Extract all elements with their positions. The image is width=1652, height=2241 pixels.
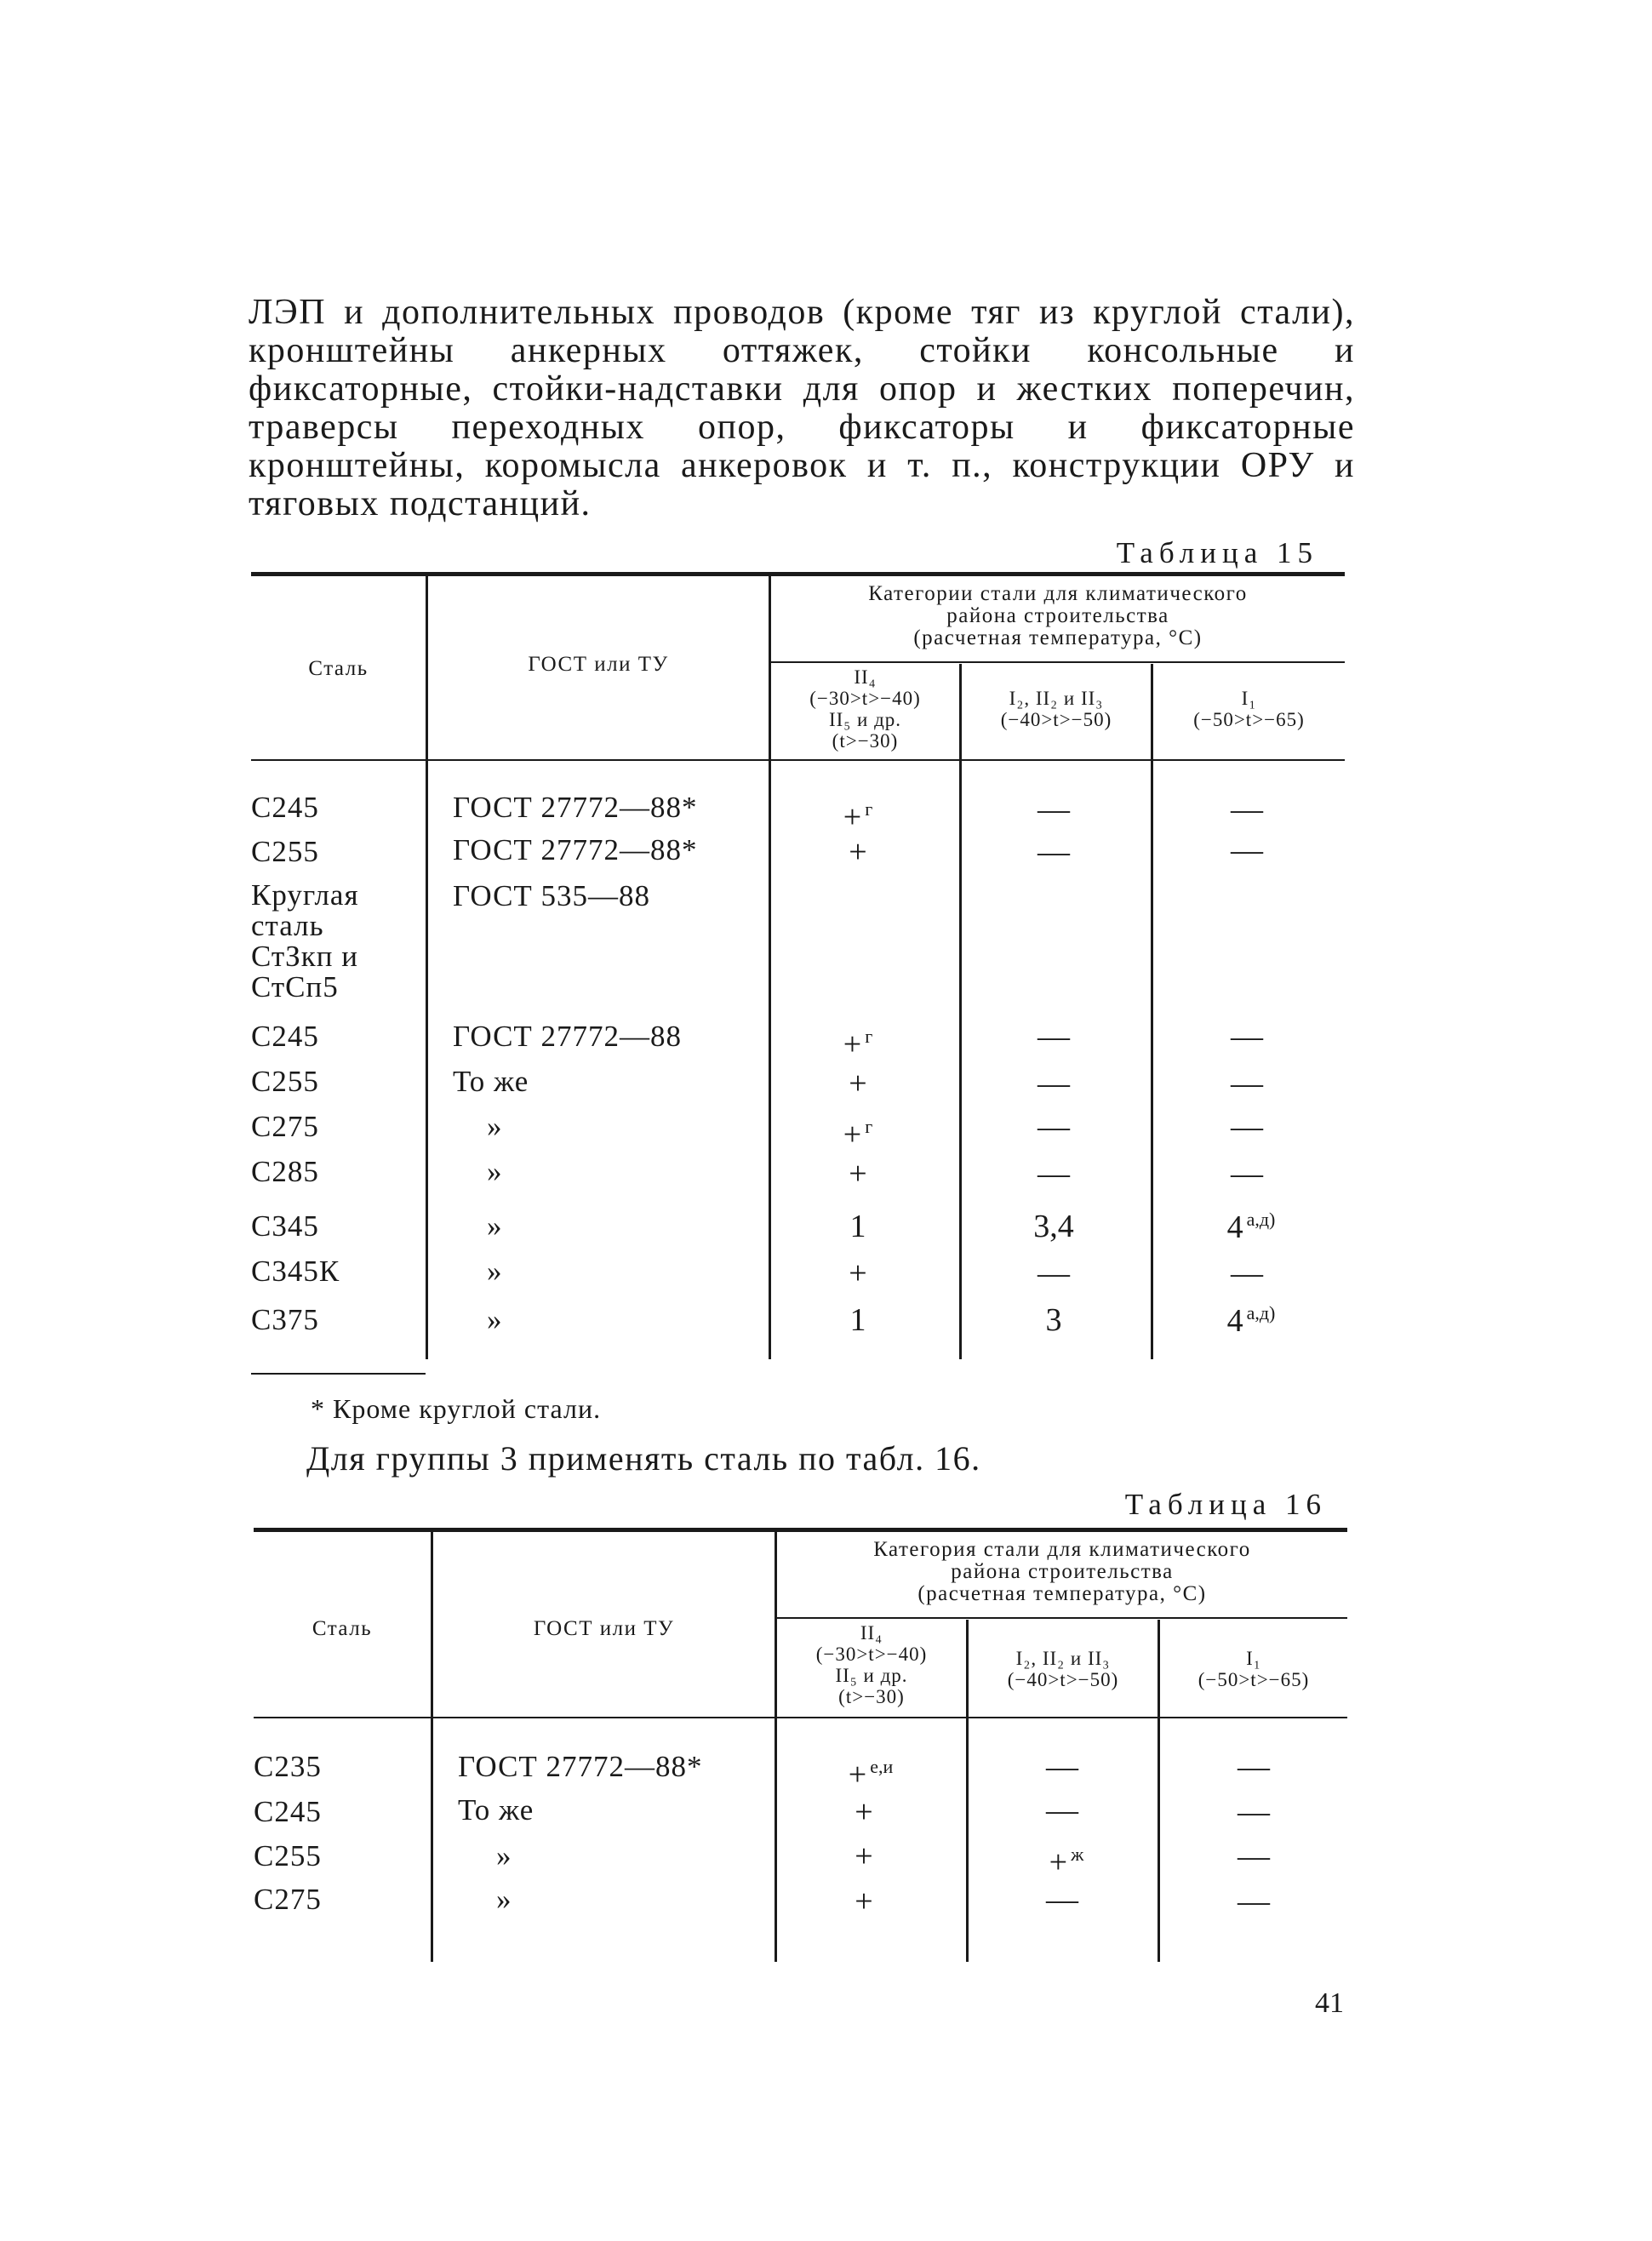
- table16: [254, 1528, 1347, 1962]
- table-row-cat2: —: [1038, 834, 1070, 870]
- table-row-steel: С245: [251, 1020, 319, 1053]
- table-header-rule: [254, 1717, 1347, 1718]
- table-header-rule: [251, 759, 1345, 761]
- header-sub1-line2: (−30>t>−40): [809, 688, 921, 709]
- table-row-cat2: 3,4: [1033, 1209, 1074, 1244]
- table-row-cat2: —: [1038, 1019, 1070, 1055]
- table-row-cat2: —: [1046, 1882, 1078, 1918]
- footnote-rule: [251, 1373, 426, 1375]
- table-row-cat3: 4 $^{а,д)}$: [1226, 1209, 1276, 1245]
- table15-caption: Таблица 15: [1116, 536, 1318, 569]
- header-sub3-line2: (−50>t>−65): [1198, 1669, 1310, 1690]
- table-row-steel: С285: [251, 1155, 319, 1188]
- table-row-cat3: —: [1231, 1109, 1263, 1145]
- table-row-gost: »: [487, 1303, 503, 1336]
- table-row-cat1: + $^г$: [843, 1116, 873, 1152]
- table-row-steel: С275: [254, 1883, 322, 1916]
- table-row-cat3: —: [1238, 1794, 1270, 1830]
- table-row-steel: С345: [251, 1209, 319, 1243]
- table-row-gost: ГОСТ 27772—88*: [453, 833, 698, 866]
- table-vline: [426, 576, 428, 1359]
- table-row-steel: Круглая сталь СтЗкп и СтСп5: [251, 878, 359, 1003]
- table-row-cat3: —: [1231, 1255, 1263, 1291]
- table-row-cat3: —: [1231, 1019, 1263, 1055]
- header-sub1-line2: (−30>t>−40): [815, 1644, 928, 1665]
- table-row-cat1: + $^г$: [843, 1026, 873, 1062]
- table-row-cat2: —: [1038, 1109, 1070, 1145]
- header-sub1-line1: II₄: [860, 1622, 883, 1644]
- table-row-cat2: —: [1038, 1156, 1070, 1192]
- table-row-cat2: 3: [1045, 1302, 1062, 1338]
- table-row-cat2: —: [1038, 1066, 1070, 1101]
- table-row-cat2: —: [1038, 792, 1070, 827]
- table-row-steel: С245: [254, 1795, 322, 1828]
- header-sub3-line1: I₁: [1241, 688, 1257, 709]
- table-row-cat2: —: [1046, 1792, 1078, 1828]
- table-row-cat3: —: [1238, 1884, 1270, 1919]
- table-row-cat3: 4 $^{а,д)}$: [1226, 1302, 1276, 1339]
- table-row-gost: »: [487, 1209, 503, 1243]
- table-row-cat3: —: [1231, 792, 1263, 827]
- table-vline: [1151, 664, 1153, 1359]
- header-group-line1: Категории стали для климатического: [868, 582, 1248, 605]
- table-row-gost: ГОСТ 27772—88*: [453, 791, 698, 824]
- table-row-gost: То же: [453, 1065, 529, 1098]
- table-row-gost: ГОСТ 535—88: [453, 879, 651, 912]
- header-sub1-line4: (t>−30): [832, 730, 899, 752]
- table-group-rule: [776, 1617, 1347, 1619]
- between-paragraph: Для группы 3 применять сталь по табл. 16.: [306, 1439, 981, 1478]
- table-vline: [959, 763, 962, 1359]
- table-top-rule: [251, 572, 1345, 576]
- table-row-steel: С255: [251, 835, 319, 868]
- table-row-gost: ГОСТ 27772—88*: [458, 1750, 703, 1783]
- table-row-cat1: + $^г$: [843, 798, 873, 835]
- table-row-cat1: 1: [849, 1209, 866, 1244]
- header-sub2-line1: I₂, II₂ и II₃: [1009, 688, 1104, 709]
- header-sub1-line4: (t>−30): [838, 1686, 905, 1707]
- header-steel: Сталь: [312, 1617, 373, 1640]
- table-row-cat1: +: [849, 1255, 867, 1291]
- header-group-line3: (расчетная температура, °С): [917, 1582, 1207, 1605]
- table-row-gost: »: [496, 1839, 512, 1872]
- table-row-cat1: +: [855, 1884, 873, 1919]
- table-vline: [431, 1532, 433, 1962]
- page-number: 41: [1315, 1987, 1344, 2019]
- table-row-cat3: —: [1231, 1156, 1263, 1192]
- header-sub3-line2: (−50>t>−65): [1193, 709, 1305, 730]
- table-row-steel: С275: [251, 1110, 319, 1143]
- table-row-gost: »: [496, 1883, 512, 1916]
- table-row-cat1: +: [849, 1066, 867, 1101]
- table-row-cat3: —: [1231, 832, 1263, 868]
- table-row-steel: С255: [254, 1839, 322, 1872]
- table-row-steel: С345К: [251, 1255, 340, 1288]
- table-row-cat2: + $^ж$: [1049, 1844, 1084, 1880]
- header-group-line1: Категория стали для климатического: [873, 1538, 1251, 1561]
- header-group-line2: района строительства: [946, 604, 1169, 627]
- table-row-cat1: +: [849, 834, 867, 870]
- table-group-rule: [770, 661, 1345, 663]
- header-sub1-line3: II₅ и др.: [828, 709, 902, 730]
- header-sub1-line1: II₄: [854, 666, 877, 688]
- table-row-cat3: —: [1231, 1066, 1263, 1101]
- table-row-cat1: + $^{е,и}$: [848, 1756, 894, 1792]
- intro-paragraph: ЛЭП и дополнительных проводов (кроме тяг из круглой стали), кронштейны анкерных оттяжек, стойки консольные и фиксаторные, стойки-надставки для опор и жестких поперечин, траверсы переходных опор, фиксаторы и фиксаторные кронштейны, коромысла анкеровок и т. п., конструкции ОРУ и тяговых подстанций.: [249, 293, 1355, 523]
- header-gost: ГОСТ или ТУ: [533, 1617, 675, 1640]
- header-sub2-line2: (−40>t>−50): [1000, 709, 1112, 730]
- table15: [251, 572, 1345, 1359]
- table-row-steel: С235: [254, 1750, 322, 1783]
- header-sub3-line1: I₁: [1246, 1648, 1261, 1669]
- header-group-line3: (расчетная температура, °С): [913, 626, 1203, 649]
- table-row-cat1: 1: [849, 1302, 866, 1338]
- table-row-cat1: +: [855, 1838, 873, 1874]
- header-sub2-line2: (−40>t>−50): [1007, 1669, 1119, 1690]
- table-row-cat3: —: [1238, 1838, 1270, 1874]
- table-row-cat2: —: [1038, 1255, 1070, 1291]
- header-sub2-line1: I₂, II₂ и II₃: [1015, 1648, 1111, 1669]
- header-group-line2: района строительства: [951, 1560, 1174, 1583]
- header-gost: ГОСТ или ТУ: [528, 653, 669, 676]
- table-row-gost: »: [487, 1255, 503, 1288]
- table16-caption: Таблица 16: [1124, 1488, 1327, 1521]
- header-steel: Сталь: [308, 657, 369, 680]
- table15-footnote: * Кроме круглой стали.: [311, 1393, 602, 1424]
- table-row-gost: »: [487, 1155, 503, 1188]
- table-row-steel: С255: [251, 1065, 319, 1098]
- table-row-gost: ГОСТ 27772—88: [453, 1020, 683, 1053]
- header-sub1-line3: II₅ и др.: [835, 1665, 908, 1686]
- table-top-rule: [254, 1528, 1347, 1532]
- table-row-steel: С375: [251, 1303, 319, 1336]
- table-row-cat3: —: [1238, 1749, 1270, 1785]
- table-row-gost: »: [487, 1110, 503, 1143]
- table-row-cat2: —: [1046, 1749, 1078, 1785]
- table-row-gost: То же: [458, 1793, 534, 1827]
- table-row-cat1: +: [849, 1156, 867, 1192]
- table-row-cat1: +: [855, 1794, 873, 1830]
- table-row-steel: С245: [251, 791, 319, 824]
